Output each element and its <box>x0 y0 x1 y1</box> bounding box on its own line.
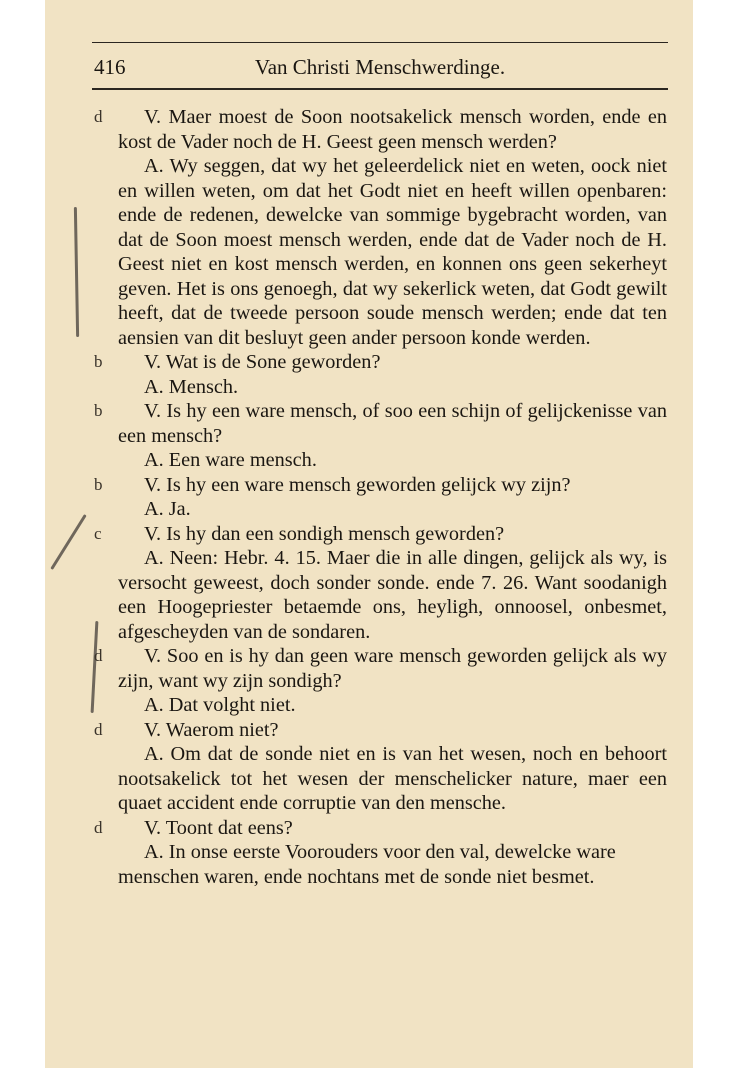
paragraph-question <box>94 718 667 743</box>
margin-marker: d <box>94 719 103 739</box>
paragraph-question <box>94 105 667 154</box>
margin-marker: d <box>94 646 103 665</box>
paragraph-answer <box>118 546 667 644</box>
book-page <box>45 0 693 1068</box>
margin-marker: d <box>94 817 103 837</box>
margin-marker: b <box>94 401 103 420</box>
body-text <box>94 105 667 889</box>
paragraph-question <box>94 350 667 375</box>
margin-marker: b <box>94 352 103 371</box>
paragraph-question <box>94 522 667 547</box>
paragraph-text: V. Is hy een ware mensch, of soo een schijn of gelijckenisse van een mensch? <box>118 400 667 447</box>
paragraph-text: A. Ja. <box>144 498 191 520</box>
margin-marker: d <box>94 107 103 126</box>
paragraph-answer <box>118 497 667 522</box>
page-number: 416 <box>94 55 126 79</box>
paragraph-question <box>94 816 667 841</box>
paragraph-answer <box>118 375 667 400</box>
paragraph-text: A. Een ware mensch. <box>144 449 317 471</box>
paragraph-text: V. Toont dat eens? <box>144 816 293 839</box>
paragraph-answer <box>118 693 667 718</box>
paragraph-question <box>94 399 667 448</box>
pencil-mark-bracket-1 <box>74 207 79 337</box>
header-rule-top <box>92 42 668 43</box>
paragraph-answer <box>118 742 667 816</box>
running-header <box>92 52 668 82</box>
paragraph-text: V. Is hy een ware mensch geworden gelijck wy zijn? <box>144 473 571 496</box>
paragraph-text: A. Dat volght niet. <box>144 694 296 716</box>
paragraph-text: V. Wat is de Sone geworden? <box>144 351 381 373</box>
paragraph-text: V. Waerom niet? <box>144 718 279 741</box>
paragraph-answer <box>118 840 667 889</box>
paragraph-question <box>94 473 667 498</box>
running-title: Van Christi Menschwerdinge. <box>254 55 506 79</box>
paragraph-text: A. Wy seggen, dat wy het geleerdelick niet en weten, oock niet en willen weten, om dat het Godt niet en heeft willen openbaren: ende de redenen, dewelcke van sommige bygebracht worden, van dat de Soon moest mensch werden, ende dat de Vader noch de H. Geest niet en kost mensch werden, en konnen ons geen sekerheyt geven. Het is ons genoegh, dat wy sekerlick weten, dat Godt gewilt heeft, dat de tweede persoon soude mensch werden; ende dat ten aensien van dit besluyt geen ander persoon konde werden. <box>118 155 667 349</box>
paragraph-answer <box>118 448 667 473</box>
paragraph-text: V. Maer moest de Soon nootsakelick mensch worden, ende en kost de Vader noch de H. Geest geen mensch werden? <box>118 106 667 153</box>
margin-marker: c <box>94 523 102 543</box>
paragraph-text: A. In onse eerste Voorouders voor den val, dewelcke ware menschen waren, ende nochtans met de sonde niet besmet. <box>118 841 616 888</box>
paragraph-text: A. Neen: Hebr. 4. 15. Maer die in alle dingen, gelijck als wy, is versocht geweest, doch sonder sonde. ende 7. 26. Want soodanigh een Hoogepriester betaemde ons, heyligh, onnoosel, onbesmet, afgescheyden van de sondaren. <box>118 547 667 643</box>
paragraph-text: V. Is hy dan een sondigh mensch geworden? <box>144 522 505 545</box>
paragraph-text: A. Mensch. <box>144 375 239 398</box>
paragraph-text: V. Soo en is hy dan geen ware mensch geworden gelijck als wy zijn, want wy zijn sondigh? <box>118 645 667 692</box>
margin-marker: b <box>94 474 103 494</box>
header-rule-bottom <box>92 88 668 90</box>
paragraph-answer <box>118 154 667 350</box>
paragraph-text: A. Om dat de sonde niet en is van het wesen, noch en behoort nootsakelick tot het wesen der menschelicker nature, maer een quaet accident ende corruptie van den mensche. <box>118 743 667 814</box>
paragraph-question <box>94 644 667 693</box>
